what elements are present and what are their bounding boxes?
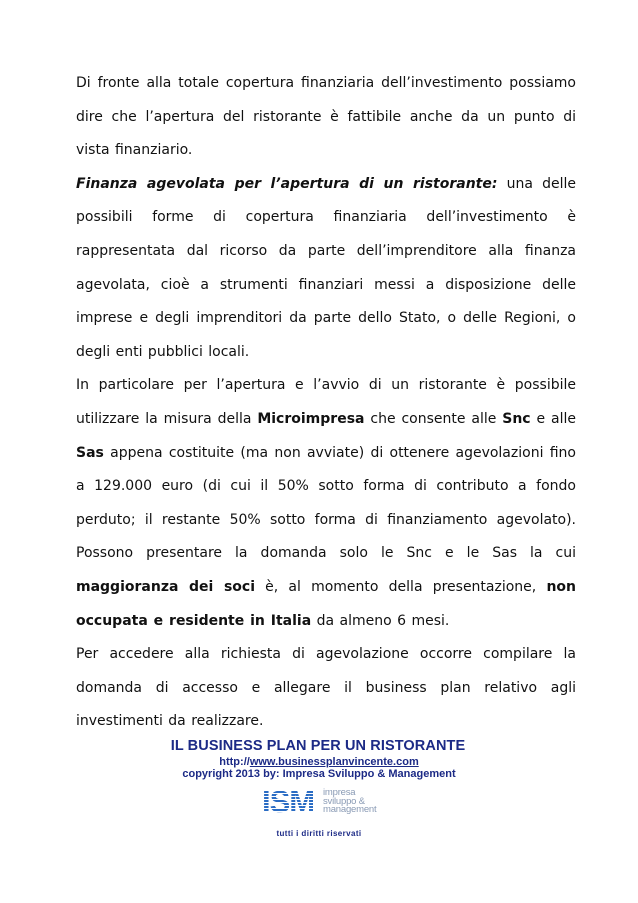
document-body [76, 67, 576, 739]
paragraph-copertura [76, 67, 576, 168]
paragraph-finanza-agevolata [76, 168, 576, 370]
paragraph-microimpresa [76, 369, 576, 638]
non-occupata-term: non occupata e residente in Italia [76, 578, 576, 629]
footer-url-prefix: http:// [219, 756, 250, 768]
footer-title: IL BUSINESS PLAN PER UN RISTORANTE [170, 738, 466, 754]
footer-website-link[interactable]: www.businessplanvincente.com [249, 756, 419, 768]
footer-url [0, 756, 638, 768]
microimpresa-text-b: che consente alle [364, 410, 503, 427]
finanza-agevolata-text: una delle possibili forme di copertura finanziaria dell’investimento è rappresentata dal ricorso da parte dell’imprenditore alla finanza agevolata, cioè a strumenti finanziari messi a disposizione delle imprese e degli imprenditori da parte dello Stato, o delle Regioni, o degli enti pubblici locali. [76, 175, 576, 360]
paragraph-copertura-text: Di fronte alla totale copertura finanziaria dell’investimento possiamo dire che l’apertura del ristorante è fattibile anche da un punto di vista finanziario. [76, 75, 576, 159]
logo-word-sviluppo: sviluppo & [323, 795, 365, 807]
logo-letters: ISM [262, 784, 315, 819]
logo-wordmark [323, 789, 376, 815]
logo-word-impresa: impresa [323, 787, 356, 798]
logo-word-management: management [323, 804, 377, 815]
microimpresa-text-c: e alle [530, 410, 576, 427]
microimpresa-text-a: In particolare per l’apertura e l’avvio di un ristorante è possibile utilizzare la misura della [76, 377, 576, 427]
microimpresa-text-f: da almeno 6 mesi. [311, 612, 450, 629]
page-footer [0, 738, 638, 780]
microimpresa-text-d: appena costituite (ma non avviate) di ottenere agevolazioni fino a 129.000 euro (di cui il 50% sotto forma di contributo a fondo perduto; il restante 50% sotto forma di finanziamento agevolato). Possono presentare la domanda solo le Snc e le Sas la cui [76, 444, 576, 562]
microimpresa-text-e: è, al momento della presentazione, [255, 578, 547, 595]
finanza-agevolata-heading: Finanza agevolata per l’apertura di un ristorante: [76, 175, 498, 192]
rights-reserved: tutti i diritti riservati [276, 829, 362, 838]
ism-logo [262, 784, 377, 822]
paragraph-domanda-text: Per accedere alla richiesta di agevolazione occorre compilare la domanda di accesso e allegare il business plan relativo agli investimenti da realizzare. [76, 646, 576, 730]
sas-term: Sas [76, 444, 104, 461]
snc-term: Snc [502, 410, 531, 427]
footer-copyright: copyright 2013 by: Impresa Sviluppo & Management [182, 768, 456, 780]
paragraph-domanda [76, 638, 576, 739]
maggioranza-soci-term: maggioranza dei soci [76, 578, 255, 595]
microimpresa-term: Microimpresa [257, 410, 365, 427]
